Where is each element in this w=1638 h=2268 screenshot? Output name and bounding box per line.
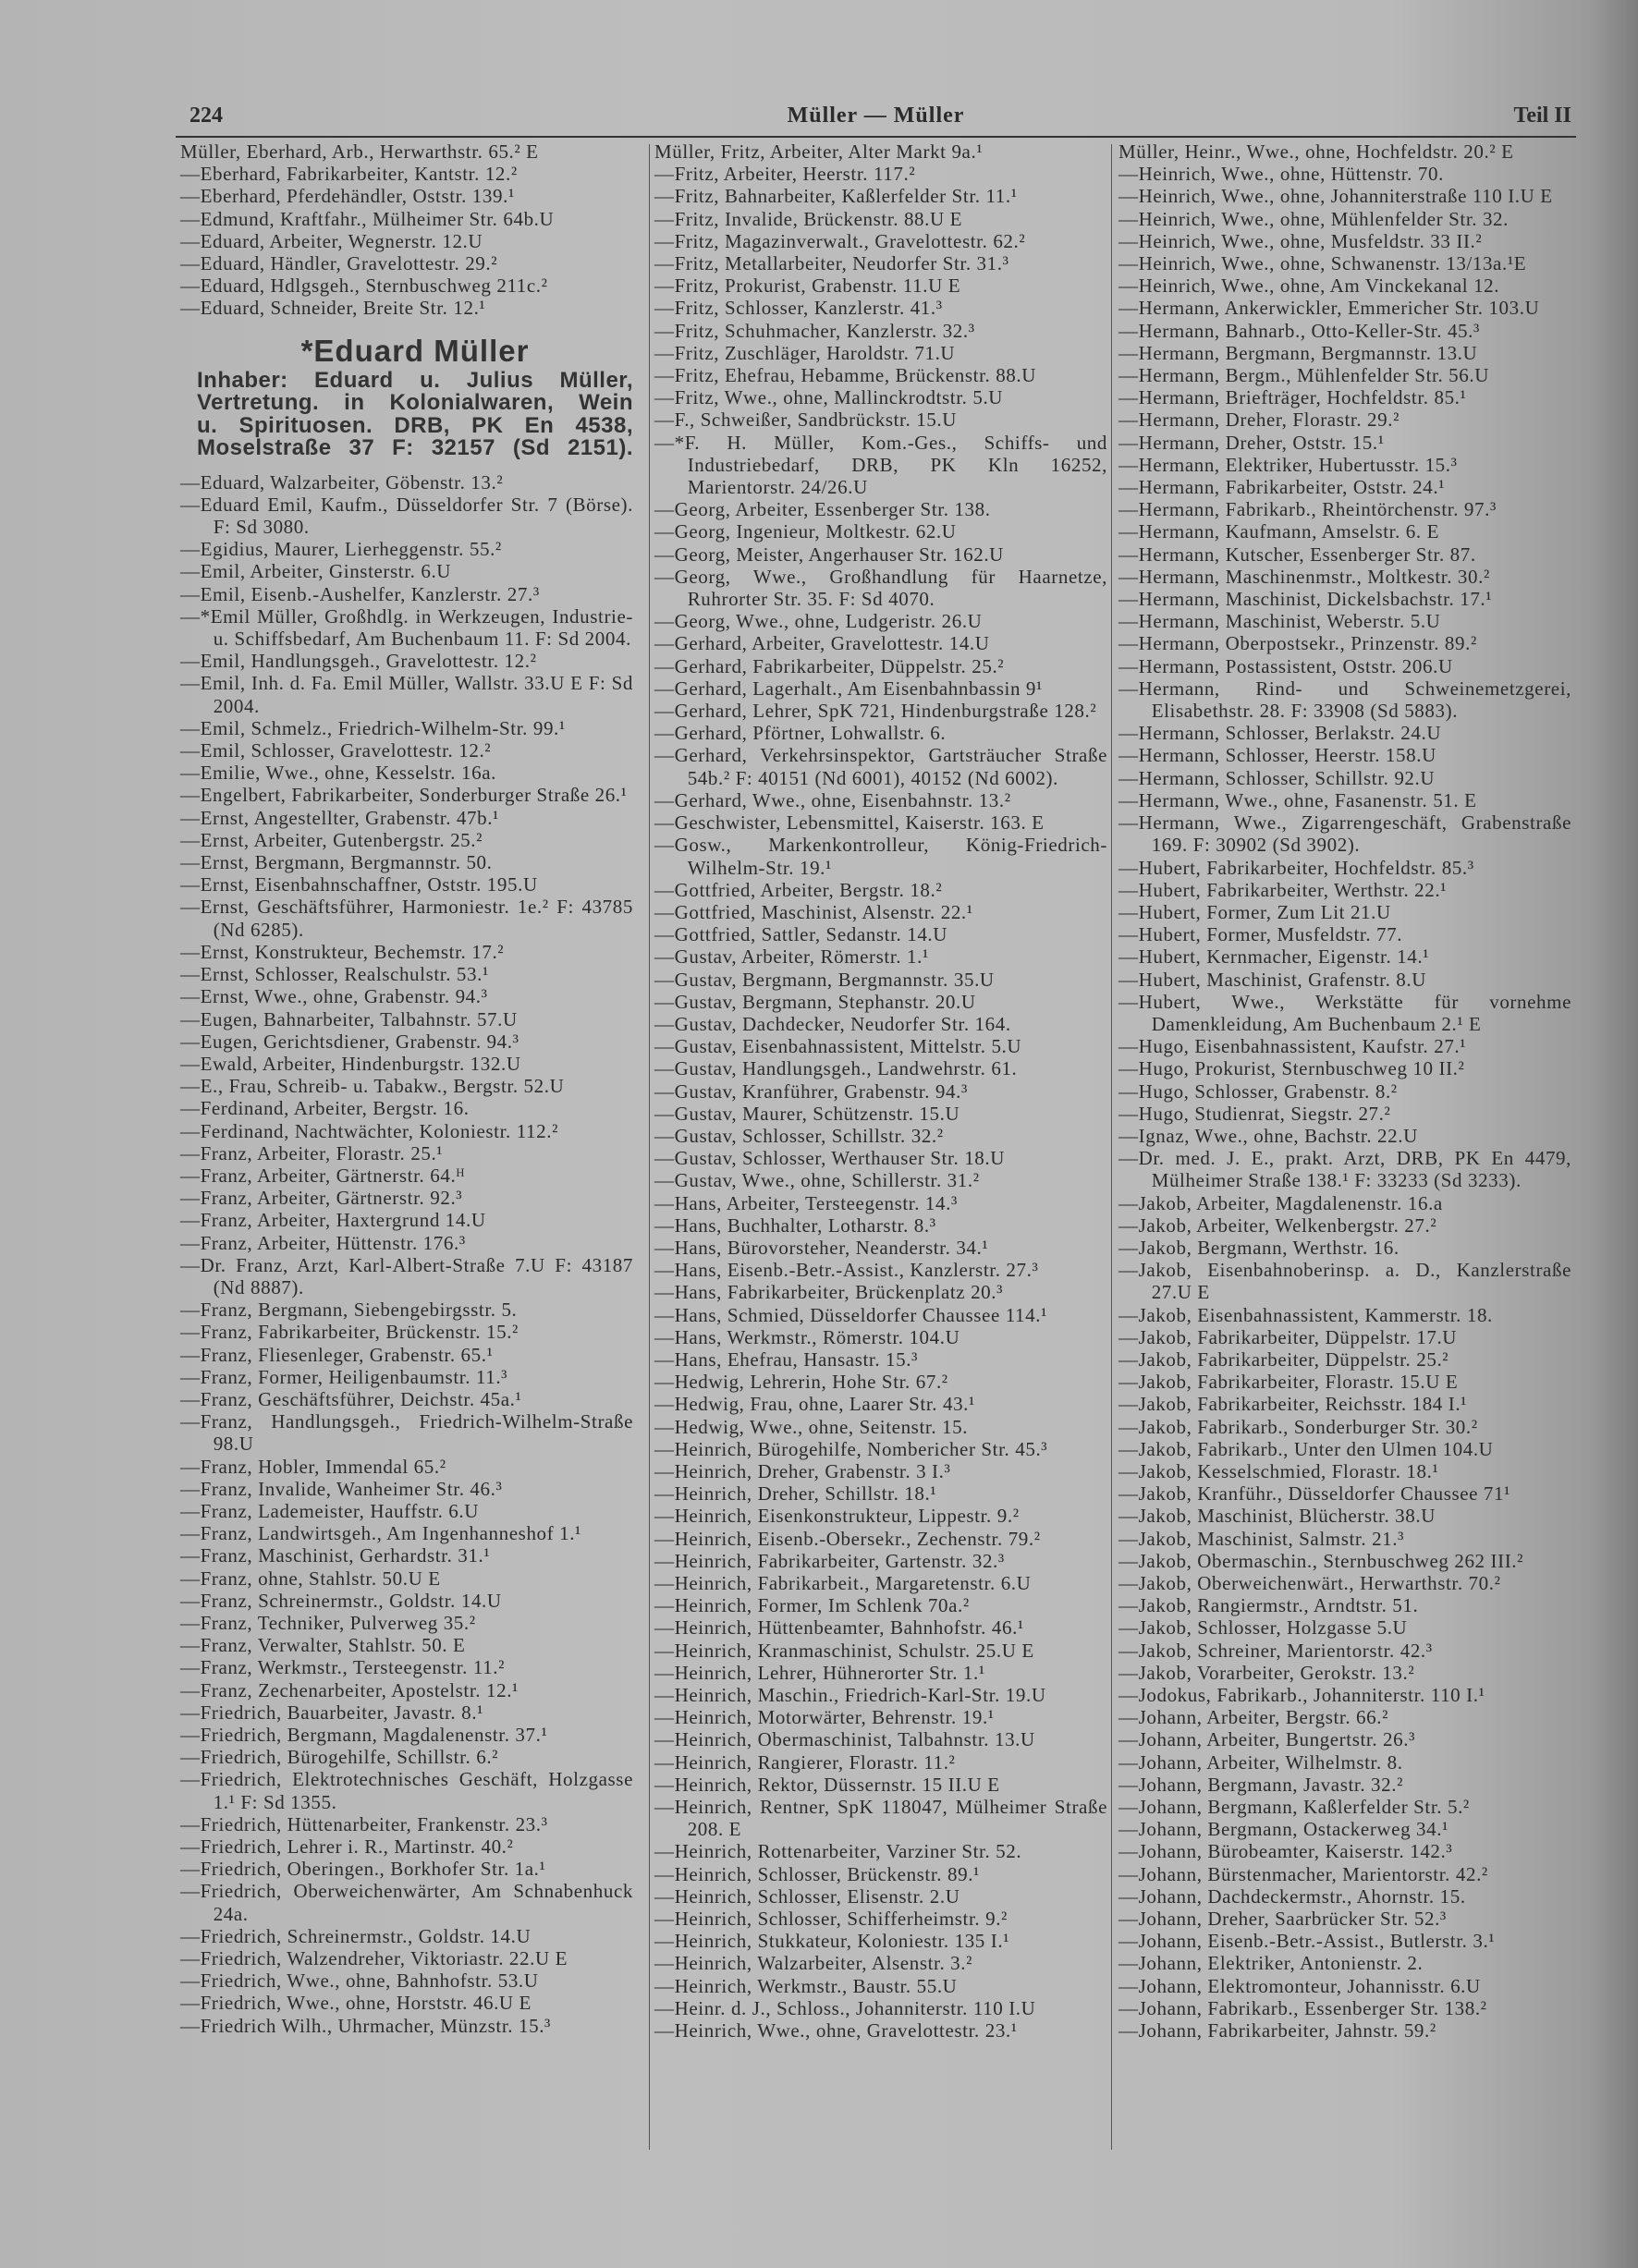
directory-entry: —Fritz, Ehefrau, Hebamme, Brückenstr. 88.U bbox=[654, 364, 1037, 387]
part-label: Teil II bbox=[1513, 104, 1571, 128]
directory-entry: —Friedrich, Wwe., ohne, Horststr. 46.U E bbox=[180, 1992, 532, 2015]
directory-entry: —Franz, Zechenarbeiter, Apostelstr. 12.¹ bbox=[180, 1678, 519, 1701]
directory-entry: —Jakob, Fabrikarb., Unter den Ulmen 104.U bbox=[1118, 1437, 1494, 1460]
directory-entry: —Hans, Werkmstr., Römerstr. 104.U bbox=[654, 1325, 960, 1348]
directory-entry: —Emil, Handlungsgeh., Gravelottestr. 12.² bbox=[180, 650, 537, 673]
directory-entry: —Heinrich, Wwe., ohne, Am Vinckekanal 12. bbox=[1118, 274, 1500, 298]
ad-line: Moselstraße 37 F: 32157 (Sd 2151). bbox=[197, 435, 633, 461]
directory-entry: —Fritz, Wwe., ohne, Mallinckrodtstr. 5.U bbox=[654, 386, 1004, 409]
directory-entry: —Eduard, Walzarbeiter, Göbenstr. 13.² bbox=[180, 470, 504, 494]
directory-entry: —Hermann, Elektriker, Hubertusstr. 15.³ bbox=[1118, 453, 1458, 476]
directory-entry: —Heinrich, Obermaschinist, Talbahnstr. 13.U bbox=[654, 1728, 1035, 1751]
directory-entry: —Franz, Fliesenleger, Grabenstr. 65.¹ bbox=[180, 1343, 494, 1366]
directory-entry: —Johann, Eisenb.-Betr.-Assist., Butlerstr. 3.¹ bbox=[1118, 1930, 1496, 1953]
directory-entry: —Hedwig, Frau, ohne, Laarer Str. 43.¹ bbox=[654, 1393, 975, 1416]
directory-entry: —Jakob, Bergmann, Werthstr. 16. bbox=[1118, 1236, 1400, 1259]
directory-entry: —Franz, Geschäftsführer, Deichstr. 45a.¹ bbox=[180, 1387, 522, 1410]
directory-entry: —Hugo, Eisenbahnassistent, Kaufstr. 27.¹ bbox=[1118, 1035, 1467, 1058]
directory-entry: —Jakob, Arbeiter, Welkenbergstr. 27.² bbox=[1118, 1213, 1437, 1237]
directory-entry: —Heinrich, Kranmaschinist, Schulstr. 25.U E bbox=[654, 1639, 1034, 1662]
directory-entry: —Franz, ohne, Stahlstr. 50.U E bbox=[180, 1567, 441, 1590]
directory-entry: —Johann, Elektriker, Antonienstr. 2. bbox=[1118, 1952, 1424, 1975]
directory-entry: —Heinrich, Lehrer, Hühnerorter Str. 1.¹ bbox=[654, 1661, 985, 1684]
directory-entry: —Ignaz, Wwe., ohne, Bachstr. 22.U bbox=[1118, 1124, 1418, 1147]
directory-entry: —Hermann, Wwe., Zigarrengeschäft, Grabenstraße 169. F: 30902 (Sd 3902). bbox=[1118, 811, 1571, 857]
directory-entry: —Hedwig, Lehrerin, Hohe Str. 67.² bbox=[654, 1371, 948, 1394]
directory-entry: —Hubert, Former, Musfeldstr. 77. bbox=[1118, 923, 1403, 946]
directory-entry: —Friedrich, Bauarbeiter, Javastr. 8.¹ bbox=[180, 1701, 483, 1724]
directory-entry: —Hubert, Fabrikarbeiter, Hochfeldstr. 85.³ bbox=[1118, 856, 1474, 879]
directory-entry: —Hermann, Maschinist, Dickelsbachstr. 17.¹ bbox=[1118, 588, 1493, 611]
directory-entry: —Fritz, Arbeiter, Heerstr. 117.² bbox=[654, 163, 916, 186]
directory-entry: —Jakob, Maschinist, Blücherstr. 38.U bbox=[1118, 1505, 1436, 1528]
directory-entry: —Heinrich, Eisenkonstrukteur, Lippestr. 9.² bbox=[654, 1505, 1020, 1528]
directory-entry: —Emil, Arbeiter, Ginsterstr. 6.U bbox=[180, 560, 452, 583]
directory-entry: —Hermann, Bahnarb., Otto-Keller-Str. 45.³ bbox=[1118, 319, 1480, 342]
directory-entry: —Friedrich, Bürogehilfe, Schillstr. 6.² bbox=[180, 1746, 499, 1769]
directory-entry: —Gustav, Kranführer, Grabenstr. 94.³ bbox=[654, 1079, 968, 1103]
directory-entry: —Hans, Fabrikarbeiter, Brückenplatz 20.³ bbox=[654, 1281, 1004, 1304]
directory-entry: —Johann, Arbeiter, Bungertstr. 26.³ bbox=[1118, 1728, 1415, 1751]
directory-entry: —Eberhard, Pferdehändler, Oststr. 139.¹ bbox=[180, 185, 515, 208]
directory-entry: —Heinrich, Fabrikarbeit., Margaretenstr. 6.U bbox=[654, 1572, 1032, 1594]
directory-entry: —Hugo, Schlosser, Grabenstr. 8.² bbox=[1118, 1079, 1398, 1103]
directory-entry: —Jakob, Fabrikarbeiter, Florastr. 15.U E bbox=[1118, 1371, 1459, 1394]
directory-entry: —Geschwister, Lebensmittel, Kaiserstr. 163. E bbox=[654, 811, 1045, 835]
directory-entry: —Heinrich, Rentner, SpK 118047, Mülheimer Straße 208. E bbox=[654, 1796, 1107, 1841]
directory-entry: —Friedrich, Bergmann, Magdalenenstr. 37.¹ bbox=[180, 1724, 548, 1746]
directory-entry: —Heinrich, Bürogehilfe, Nombericher Str. 45.³ bbox=[654, 1437, 1048, 1460]
directory-entry: —Ernst, Bergmann, Bergmannstr. 50. bbox=[180, 851, 493, 874]
directory-entry: —Heinrich, Wwe., ohne, Musfeldstr. 33 II.² bbox=[1118, 229, 1483, 252]
directory-entry: —Franz, Verwalter, Stahlstr. 50. E bbox=[180, 1634, 466, 1657]
directory-entry: —Franz, Arbeiter, Florastr. 25.¹ bbox=[180, 1141, 444, 1164]
directory-entry: —Georg, Ingenieur, Moltkestr. 62.U bbox=[654, 520, 957, 543]
directory-entry: —Hermann, Schlosser, Schillstr. 92.U bbox=[1118, 766, 1436, 789]
directory-entry: —Ewald, Arbeiter, Hindenburgstr. 132.U bbox=[180, 1052, 521, 1075]
directory-entry: —Gerhard, Fabrikarbeiter, Düppelstr. 25.² bbox=[654, 654, 1005, 677]
directory-entry: —Johann, Arbeiter, Wilhelmstr. 8. bbox=[1118, 1750, 1403, 1774]
directory-entry: —Friedrich, Schreinermstr., Goldstr. 14.U bbox=[180, 1924, 532, 1947]
directory-entry: —Hans, Buchhalter, Lotharstr. 8.³ bbox=[654, 1213, 936, 1237]
directory-entry: —Heinrich, Werkmstr., Baustr. 55.U bbox=[654, 1974, 958, 1997]
directory-entry: —Edmund, Kraftfahr., Mülheimer Str. 64b.U bbox=[180, 207, 555, 230]
directory-entry: —Hermann, Dreher, Florastr. 29.² bbox=[1118, 408, 1400, 432]
directory-entry: Müller, Heinr., Wwe., ohne, Hochfeldstr. 20.² E bbox=[1118, 140, 1514, 163]
directory-entry: —Jakob, Schreiner, Marientorstr. 42.³ bbox=[1118, 1639, 1433, 1662]
directory-entry: —Gottfried, Maschinist, Alsenstr. 22.¹ bbox=[654, 900, 973, 923]
directory-entry: —Hermann, Kutscher, Essenberger Str. 87. bbox=[1118, 543, 1476, 566]
directory-entry: —Gustav, Schlosser, Werthauser Str. 18.U bbox=[654, 1147, 1006, 1170]
directory-entry: —Heinrich, Maschin., Friedrich-Karl-Str. 19.U bbox=[654, 1684, 1046, 1707]
directory-entry: —Fritz, Invalide, Brückenstr. 88.U E bbox=[654, 207, 963, 230]
directory-entry: —Hermann, Ankerwickler, Emmericher Str. 103.U bbox=[1118, 297, 1540, 320]
directory-entry: —Franz, Arbeiter, Hüttenstr. 176.³ bbox=[180, 1231, 466, 1254]
directory-entry: —Johann, Dachdeckermstr., Ahornstr. 15. bbox=[1118, 1884, 1466, 1908]
directory-entry: —Hermann, Kaufmann, Amselstr. 6. E bbox=[1118, 520, 1440, 543]
directory-entry: —*F. H. Müller, Kom.-Ges., Schiffs- und Industriebedarf, DRB, PK Kln 16252, Marientorstr. 24/26.U bbox=[654, 431, 1107, 499]
directory-entry: —Jakob, Rangiermstr., Arndtstr. 51. bbox=[1118, 1594, 1419, 1617]
directory-entry: —Hubert, Maschinist, Grafenstr. 8.U bbox=[1118, 968, 1427, 991]
directory-entry: —Johann, Bergmann, Ostackerweg 34.¹ bbox=[1118, 1818, 1449, 1841]
directory-entry: —Fritz, Schuhmacher, Kanzlerstr. 32.³ bbox=[654, 319, 975, 342]
directory-entry: —Gustav, Schlosser, Schillstr. 32.² bbox=[654, 1124, 944, 1147]
directory-entry: —Hans, Bürovorsteher, Neanderstr. 34.¹ bbox=[654, 1236, 989, 1259]
directory-entry: —Hermann, Briefträger, Hochfeldstr. 85.¹ bbox=[1118, 386, 1467, 409]
directory-entry: —Franz, Werkmstr., Tersteegenstr. 11.² bbox=[180, 1656, 505, 1679]
directory-entry: —Johann, Fabrikarbeiter, Jahnstr. 59.² bbox=[1118, 2019, 1436, 2042]
directory-entry: —Ernst, Angestellter, Grabenstr. 47b.¹ bbox=[180, 806, 499, 829]
directory-entry: —Fritz, Prokurist, Grabenstr. 11.U E bbox=[654, 274, 961, 298]
directory-entry: —F., Schweißer, Sandbrückstr. 15.U bbox=[654, 408, 958, 432]
directory-entry: —Heinrich, Walzarbeiter, Alsenstr. 3.² bbox=[654, 1952, 973, 1975]
directory-entry: —Hubert, Former, Zum Lit 21.U bbox=[1118, 900, 1391, 923]
directory-entry: —Hans, Ehefrau, Hansastr. 15.³ bbox=[654, 1347, 918, 1371]
header-rule bbox=[176, 136, 1576, 138]
directory-entry: —Hugo, Prokurist, Sternbuschweg 10 II.² bbox=[1118, 1057, 1465, 1080]
directory-entry: —Jakob, Kranführ., Düsseldorfer Chaussee 71¹ bbox=[1118, 1482, 1511, 1506]
directory-entry: —Eduard, Arbeiter, Wegnerstr. 12.U bbox=[180, 229, 483, 252]
directory-entry: —Hermann, Maschinist, Weberstr. 5.U bbox=[1118, 610, 1441, 633]
directory-entry: —Dr. Franz, Arzt, Karl-Albert-Straße 7.U F: 43187 (Nd 8887). bbox=[180, 1253, 633, 1299]
directory-entry: —Franz, Former, Heiligenbaumstr. 11.³ bbox=[180, 1365, 508, 1388]
directory-entry: —Ernst, Arbeiter, Gutenbergstr. 25.² bbox=[180, 828, 483, 851]
directory-entry: —Georg, Wwe., ohne, Ludgeristr. 26.U bbox=[654, 610, 983, 633]
directory-entry: —Gottfried, Sattler, Sedanstr. 14.U bbox=[654, 923, 948, 946]
directory-entry: —Heinrich, Rottenarbeiter, Varziner Str. 52. bbox=[654, 1840, 1022, 1863]
directory-entry: —Gustav, Dachdecker, Neudorfer Str. 164. bbox=[654, 1012, 1011, 1035]
directory-entry: —Friedrich Wilh., Uhrmacher, Münzstr. 15.³ bbox=[180, 2014, 551, 2037]
directory-entry: —Heinr. d. J., Schloss., Johanniterstr. 110 I.U bbox=[654, 1996, 1036, 2019]
directory-entry: —Emil, Inh. d. Fa. Emil Müller, Wallstr. 33.U E F: Sd 2004. bbox=[180, 672, 633, 717]
directory-entry: —Georg, Arbeiter, Essenberger Str. 138. bbox=[654, 498, 991, 521]
directory-entry: —Gustav, Eisenbahnassistent, Mittelstr. 5.U bbox=[654, 1035, 1022, 1058]
directory-entry: Müller, Fritz, Arbeiter, Alter Markt 9a.¹ bbox=[654, 140, 984, 163]
directory-entry: —Ernst, Wwe., ohne, Grabenstr. 94.³ bbox=[180, 985, 488, 1008]
directory-entry: —Hermann, Bergmann, Bergmannstr. 13.U bbox=[1118, 341, 1478, 364]
directory-entry: —Hedwig, Wwe., ohne, Seitenstr. 15. bbox=[654, 1415, 969, 1438]
directory-entry: Müller, Eberhard, Arb., Herwarthstr. 65.² E bbox=[180, 140, 539, 163]
directory-entry: —Franz, Arbeiter, Gärtnerstr. 64.ᴴ bbox=[180, 1164, 466, 1187]
directory-entry: —Franz, Arbeiter, Haxtergrund 14.U bbox=[180, 1209, 486, 1232]
directory-entry: —Emil, Schlosser, Gravelottestr. 12.² bbox=[180, 739, 492, 762]
column-divider bbox=[1111, 144, 1112, 2150]
page-header bbox=[180, 104, 1571, 133]
directory-entry: —Fritz, Schlosser, Kanzlerstr. 41.³ bbox=[654, 297, 943, 320]
directory-entry: —Friedrich, Oberweichenwärter, Am Schnabenhuck 24a. bbox=[180, 1880, 633, 1925]
directory-entry: —Eugen, Gerichtsdiener, Grabenstr. 94.³ bbox=[180, 1030, 520, 1053]
directory-entry: —Gustav, Maurer, Schützenstr. 15.U bbox=[654, 1102, 960, 1125]
directory-entry: —Gerhard, Lehrer, SpK 721, Hindenburgstraße 128.² bbox=[654, 700, 1097, 723]
directory-entry: —Heinrich, Hüttenbeamter, Bahnhofstr. 46.¹ bbox=[654, 1616, 1024, 1640]
directory-entry: —Eberhard, Fabrikarbeiter, Kantstr. 12.² bbox=[180, 163, 518, 186]
directory-entry: —Heinrich, Schlosser, Brückenstr. 89.¹ bbox=[654, 1862, 980, 1885]
directory-entry: —Jakob, Oberweichenwärt., Herwarthstr. 70.² bbox=[1118, 1572, 1501, 1594]
directory-entry: —Fritz, Zuschläger, Haroldstr. 71.U bbox=[654, 341, 956, 364]
directory-entry: —Johann, Bürstenmacher, Marientorstr. 42.² bbox=[1118, 1862, 1488, 1885]
directory-entry: —Friedrich, Walzendreher, Viktoriastr. 22.U E bbox=[180, 1947, 568, 1970]
directory-entry: —Fritz, Magazinverwalt., Gravelottestr. 62.² bbox=[654, 229, 1026, 252]
directory-entry: —Jakob, Arbeiter, Magdalenenstr. 16.a bbox=[1118, 1191, 1443, 1214]
directory-entry: —Franz, Invalide, Wanheimer Str. 46.³ bbox=[180, 1477, 503, 1500]
directory-entry: —Fritz, Metallarbeiter, Neudorfer Str. 31.³ bbox=[654, 252, 1009, 275]
directory-entry: —Engelbert, Fabrikarbeiter, Sonderburger Straße 26.¹ bbox=[180, 784, 628, 807]
directory-entry: —Hermann, Fabrikarbeiter, Oststr. 24.¹ bbox=[1118, 476, 1446, 499]
column-2 bbox=[654, 140, 1107, 2042]
directory-entry: —Franz, Bergmann, Siebengebirgsstr. 5. bbox=[180, 1299, 518, 1322]
directory-entry: —Gustav, Arbeiter, Römerstr. 1.¹ bbox=[654, 945, 929, 969]
directory-entry: —Gerhard, Verkehrsinspektor, Gartsträucher Straße 54b.² F: 40151 (Nd 6001), 40152 (Nd 6002). bbox=[654, 744, 1107, 789]
directory-entry: —Hermann, Fabrikarb., Rheintörchenstr. 97.³ bbox=[1118, 498, 1497, 521]
directory-entry: —Hubert, Wwe., Werkstätte für vornehme Damenkleidung, Am Buchenbaum 2.¹ E bbox=[1118, 990, 1571, 1035]
directory-entry: —Hans, Arbeiter, Tersteegenstr. 14.³ bbox=[654, 1191, 958, 1214]
column-3 bbox=[1118, 140, 1571, 2042]
directory-entry: —Heinrich, Motorwärter, Behrenstr. 19.¹ bbox=[654, 1706, 995, 1729]
directory-entry: —Heinrich, Dreher, Schillstr. 18.¹ bbox=[654, 1482, 937, 1506]
directory-entry: —Heinrich, Wwe., ohne, Mühlenfelder Str. 32. bbox=[1118, 207, 1510, 230]
directory-entry: —Jakob, Fabrikarbeiter, Düppelstr. 17.U bbox=[1118, 1325, 1458, 1348]
ad-line: Vertretung. in Kolonialwaren, Wein bbox=[197, 390, 633, 416]
entry-list bbox=[180, 471, 633, 2037]
directory-entry: —Eduard, Hdlgsgeh., Sternbuschweg 211c.² bbox=[180, 274, 548, 298]
directory-entry: —Franz, Hobler, Immendal 65.² bbox=[180, 1455, 446, 1478]
directory-entry: —Gottfried, Arbeiter, Bergstr. 18.² bbox=[654, 878, 943, 901]
directory-entry: —Jakob, Eisenbahnassistent, Kammerstr. 18. bbox=[1118, 1303, 1493, 1326]
directory-entry: —Heinrich, Schlosser, Schifferheimstr. 9.² bbox=[654, 1908, 1008, 1931]
directory-entry: —Gerhard, Arbeiter, Gravelottestr. 14.U bbox=[654, 632, 990, 655]
directory-entry: —Johann, Arbeiter, Bergstr. 66.² bbox=[1118, 1706, 1388, 1729]
directory-entry: —Hugo, Studienrat, Siegstr. 27.² bbox=[1118, 1102, 1391, 1125]
ad-line: Inhaber: Eduard u. Julius Müller, bbox=[197, 367, 633, 393]
directory-entry: —Hermann, Schlosser, Heerstr. 158.U bbox=[1118, 744, 1436, 767]
directory-entry: —Jakob, Fabrikarbeiter, Düppelstr. 25.² bbox=[1118, 1347, 1449, 1371]
directory-entry: —Jakob, Schlosser, Holzgasse 5.U bbox=[1118, 1616, 1408, 1640]
directory-entry: —Franz, Landwirtsgeh., Am Ingenhanneshof 1.¹ bbox=[180, 1522, 581, 1545]
directory-entry: —Gustav, Bergmann, Bergmannstr. 35.U bbox=[654, 968, 995, 991]
directory-entry: —Hermann, Bergm., Mühlenfelder Str. 56.U bbox=[1118, 364, 1489, 387]
directory-entry: —Franz, Techniker, Pulverweg 35.² bbox=[180, 1611, 476, 1634]
directory-entry: —Jakob, Maschinist, Salmstr. 21.³ bbox=[1118, 1527, 1405, 1550]
directory-entry: —Johann, Dreher, Saarbrücker Str. 52.³ bbox=[1118, 1908, 1447, 1931]
directory-entry: —Heinrich, Wwe., ohne, Gravelottestr. 23.¹ bbox=[654, 2019, 1018, 2042]
directory-entry: —Fritz, Bahnarbeiter, Kaßlerfelder Str. 11.¹ bbox=[654, 185, 1018, 208]
directory-entry: —Johann, Bergmann, Kaßlerfelder Str. 5.² bbox=[1118, 1796, 1470, 1819]
directory-entry: —Friedrich, Oberingen., Borkhofer Str. 1a.¹ bbox=[180, 1858, 546, 1881]
directory-entry: —Hans, Schmied, Düsseldorfer Chaussee 114.¹ bbox=[654, 1303, 1047, 1326]
directory-entry: —Hermann, Rind- und Schweinemetzgerei, Elisabethstr. 28. F: 33908 (Sd 5883). bbox=[1118, 677, 1571, 723]
directory-entry: —Johann, Bergmann, Javastr. 32.² bbox=[1118, 1773, 1403, 1796]
ad-line: u. Spirituosen. DRB, PK En 4538, bbox=[197, 412, 633, 438]
directory-entry: —Franz, Lademeister, Hauffstr. 6.U bbox=[180, 1499, 480, 1522]
directory-entry: —Jakob, Fabrikarb., Sonderburger Str. 30.² bbox=[1118, 1415, 1478, 1438]
directory-entry: —Friedrich, Wwe., ohne, Bahnhofstr. 53.U bbox=[180, 1969, 539, 1993]
column-1 bbox=[180, 140, 633, 2037]
directory-entry: —Ferdinand, Nachtwächter, Koloniestr. 112.² bbox=[180, 1119, 558, 1142]
directory-entry: —Gerhard, Wwe., ohne, Eisenbahnstr. 13.² bbox=[654, 788, 1011, 811]
directory-entry: —Hermann, Oberpostsekr., Prinzenstr. 89.² bbox=[1118, 632, 1477, 655]
directory-entry: —Gerhard, Pförtner, Lohwallstr. 6. bbox=[654, 722, 947, 745]
directory-entry: —Gosw., Markenkontrolleur, König-Friedrich-Wilhelm-Str. 19.¹ bbox=[654, 834, 1107, 879]
directory-entry: —Georg, Wwe., Großhandlung für Haarnetze, Ruhrorter Str. 35. F: Sd 4070. bbox=[654, 565, 1107, 611]
directory-entry: —Gustav, Handlungsgeh., Landwehrstr. 61. bbox=[654, 1057, 1018, 1080]
directory-entry: —Eduard, Schneider, Breite Str. 12.¹ bbox=[180, 297, 486, 320]
directory-entry: —Jodokus, Fabrikarb., Johanniterstr. 110 I.¹ bbox=[1118, 1684, 1485, 1707]
directory-entry: —Gustav, Wwe., ohne, Schillerstr. 31.² bbox=[654, 1169, 980, 1192]
directory-entry: —Heinrich, Dreher, Grabenstr. 3 I.³ bbox=[654, 1459, 951, 1482]
directory-entry: —Emil, Schmelz., Friedrich-Wilhelm-Str. 99.¹ bbox=[180, 716, 566, 739]
directory-entry: —Hubert, Fabrikarbeiter, Werthstr. 22.¹ bbox=[1118, 878, 1448, 901]
directory-entry: —Georg, Meister, Angerhauser Str. 162.U bbox=[654, 543, 1004, 566]
directory-entry: —Johann, Elektromonteur, Johannisstr. 6.U bbox=[1118, 1974, 1481, 1997]
directory-entry: —Heinrich, Rangierer, Florastr. 11.² bbox=[654, 1750, 956, 1774]
directory-entry: —Hermann, Wwe., ohne, Fasanenstr. 51. E bbox=[1118, 788, 1477, 811]
directory-entry: —Franz, Maschinist, Gerhardstr. 31.¹ bbox=[180, 1544, 491, 1567]
directory-entry: —Heinrich, Former, Im Schlenk 70a.² bbox=[654, 1594, 970, 1617]
directory-entry: —Franz, Fabrikarbeiter, Brückenstr. 15.² bbox=[180, 1321, 519, 1344]
directory-entry: —Ernst, Schlosser, Realschulstr. 53.¹ bbox=[180, 963, 489, 986]
directory-entry: —Ferdinand, Arbeiter, Bergstr. 16. bbox=[180, 1097, 470, 1120]
directory-entry: —Jakob, Fabrikarbeiter, Reichsstr. 184 I.¹ bbox=[1118, 1393, 1468, 1416]
directory-entry: —Friedrich, Elektrotechnisches Geschäft, Holzgasse 1.¹ F: Sd 1355. bbox=[180, 1768, 633, 1813]
running-title: Müller — Müller bbox=[787, 104, 965, 128]
ad-title: *Eduard Müller bbox=[300, 333, 530, 368]
advertisement-eduard-mueller bbox=[197, 333, 633, 460]
directory-entry: —Johann, Bürobeamter, Kaiserstr. 142.³ bbox=[1118, 1840, 1453, 1863]
directory-entry: —Ernst, Eisenbahnschaffner, Oststr. 195.U bbox=[180, 873, 538, 896]
directory-entry: —Hermann, Postassistent, Oststr. 206.U bbox=[1118, 654, 1453, 677]
directory-entry: —Franz, Arbeiter, Gärtnerstr. 92.³ bbox=[180, 1187, 463, 1210]
directory-entry: —Jakob, Obermaschin., Sternbuschweg 262 III.² bbox=[1118, 1549, 1524, 1572]
directory-entry: —Hans, Eisenb.-Betr.-Assist., Kanzlerstr. 27.³ bbox=[654, 1259, 1039, 1282]
directory-entry: —Hermann, Dreher, Oststr. 15.¹ bbox=[1118, 431, 1385, 454]
column-divider bbox=[649, 144, 650, 2150]
directory-entry: —Franz, Schreinermstr., Goldstr. 14.U bbox=[180, 1589, 502, 1612]
directory-entry: —Heinrich, Wwe., ohne, Hüttenstr. 70. bbox=[1118, 163, 1444, 186]
directory-entry: —Eugen, Bahnarbeiter, Talbahnstr. 57.U bbox=[180, 1007, 518, 1030]
directory-entry: —Emil, Eisenb.-Aushelfer, Kanzlerstr. 27.³ bbox=[180, 582, 540, 605]
directory-entry: —Heinrich, Stukkateur, Koloniestr. 135 I.¹ bbox=[654, 1930, 1010, 1953]
directory-entry: —Heinrich, Schlosser, Elisenstr. 2.U bbox=[654, 1884, 960, 1908]
directory-entry: —Heinrich, Wwe., ohne, Johanniterstraße 110 I.U E bbox=[1118, 185, 1553, 208]
directory-entry: —Eduard, Händler, Gravelottestr. 29.² bbox=[180, 252, 498, 275]
directory-entry: —Dr. med. J. E., prakt. Arzt, DRB, PK En 4479, Mülheimer Straße 138.¹ F: 33233 (Sd 3233). bbox=[1118, 1147, 1571, 1192]
directory-entry: —Johann, Fabrikarb., Essenberger Str. 138.² bbox=[1118, 1996, 1487, 2019]
directory-entry: —Friedrich, Hüttenarbeiter, Frankenstr. 23.³ bbox=[180, 1812, 548, 1835]
directory-entry: —Hermann, Maschinenmstr., Moltkestr. 30.² bbox=[1118, 565, 1490, 588]
directory-entry: —Hubert, Kernmacher, Eigenstr. 14.¹ bbox=[1118, 945, 1430, 969]
directory-entry: —Heinrich, Wwe., ohne, Schwanenstr. 13/13a.¹E bbox=[1118, 252, 1527, 275]
entry-list bbox=[180, 140, 633, 320]
directory-entry: —Heinrich, Fabrikarbeiter, Gartenstr. 32.³ bbox=[654, 1549, 1005, 1572]
directory-entry: —Hermann, Schlosser, Berlakstr. 24.U bbox=[1118, 722, 1442, 745]
directory-entry: —Heinrich, Rektor, Düssernstr. 15 II.U E bbox=[654, 1773, 1000, 1796]
directory-entry: —Franz, Handlungsgeh., Friedrich-Wilhelm-Straße 98.U bbox=[180, 1410, 633, 1456]
directory-entry: —Eduard Emil, Kaufm., Düsseldorfer Str. 7 (Börse). F: Sd 3080. bbox=[180, 493, 633, 539]
directory-entry: —Egidius, Maurer, Lierheggenstr. 55.² bbox=[180, 538, 502, 561]
directory-entry: —Heinrich, Eisenb.-Obersekr., Zechenstr. 79.² bbox=[654, 1527, 1041, 1550]
directory-entry: —Ernst, Geschäftsführer, Harmoniestr. 1e.² F: 43785 (Nd 6285). bbox=[180, 896, 633, 941]
directory-entry: —Friedrich, Lehrer i. R., Martinstr. 40.² bbox=[180, 1835, 514, 1859]
directory-entry: —Jakob, Vorarbeiter, Gerokstr. 13.² bbox=[1118, 1661, 1415, 1684]
directory-entry: —*Emil Müller, Großhdlg. in Werkzeugen, Industrie- u. Schiffsbedarf, Am Buchenbaum 11. F: Sd 2004. bbox=[180, 604, 633, 651]
directory-entry: —Gerhard, Lagerhalt., Am Eisenbahnbassin 9¹ bbox=[654, 677, 1043, 700]
directory-entry: —Emilie, Wwe., ohne, Kesselstr. 16a. bbox=[180, 762, 496, 785]
page-number: 224 bbox=[189, 104, 223, 128]
directory-entry: —Ernst, Konstrukteur, Bechemstr. 17.² bbox=[180, 940, 505, 963]
directory-entry: —Jakob, Eisenbahnoberinsp. a. D., Kanzlerstraße 27.U E bbox=[1118, 1259, 1571, 1304]
directory-entry: —Jakob, Kesselschmied, Florastr. 18.¹ bbox=[1118, 1459, 1439, 1482]
directory-entry: —Gustav, Bergmann, Stephanstr. 20.U bbox=[654, 990, 976, 1013]
directory-entry: —E., Frau, Schreib- u. Tabakw., Bergstr. 52.U bbox=[180, 1075, 565, 1098]
